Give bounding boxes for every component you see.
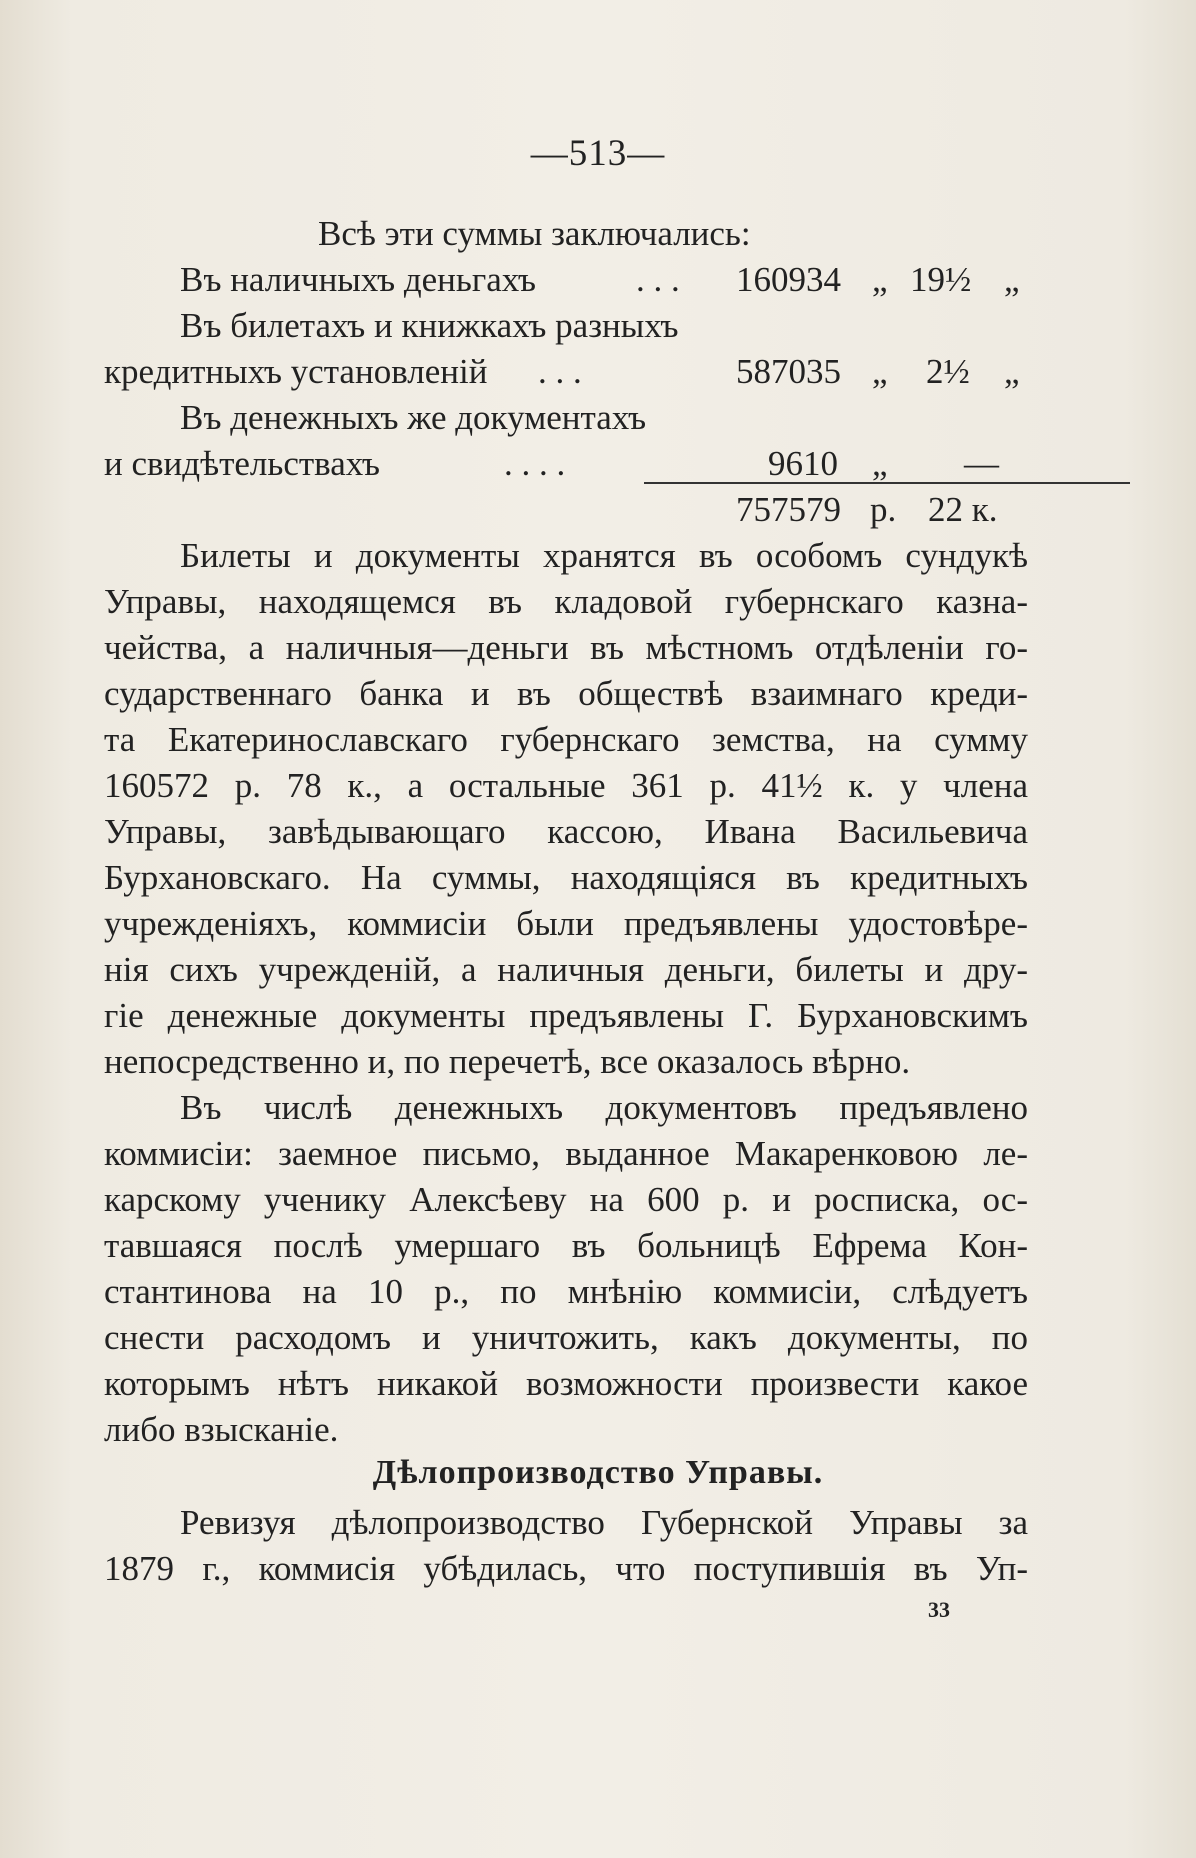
summary-row-unit: „ xyxy=(1004,352,1020,391)
paragraph-line: Управы, находящемся въ кладовой губернскаго казна- xyxy=(104,582,1028,621)
paragraph-line: Билеты и документы хранятся въ особомъ сундукѣ xyxy=(180,536,1028,575)
summary-row-sep: „ xyxy=(872,352,888,391)
paragraph-line: карскому ученику Алексѣеву на 600 р. и росписка, ос- xyxy=(104,1180,1028,1219)
summary-row-kop: — xyxy=(964,444,999,483)
summary-row-sep: „ xyxy=(872,444,888,483)
section-heading: Дѣлопроизводство Управы. xyxy=(372,1454,824,1491)
paragraph-line: та Екатеринославскаго губернскаго земства, на сумму xyxy=(104,720,1028,759)
summary-row-label: и свидѣтельствахъ xyxy=(104,444,381,483)
total-amount: 757579 xyxy=(736,490,841,529)
paragraph-line: стантинова на 10 р., по мнѣнію коммисіи, слѣдуетъ xyxy=(104,1272,1028,1311)
summary-row-dots: . . . xyxy=(538,352,582,391)
summary-row-label: Въ билетахъ и книжкахъ разныхъ xyxy=(180,306,679,345)
summary-row-unit: „ xyxy=(1004,260,1020,299)
total-rub: р. xyxy=(870,490,897,529)
paragraph-line: Бурхановскаго. На суммы, находящіяся въ кредитныхъ xyxy=(104,858,1028,897)
summary-row-label: Въ денежныхъ же документахъ xyxy=(180,398,647,437)
summary-row-label: Въ наличныхъ деньгахъ xyxy=(180,260,537,299)
summary-row-label: кредитныхъ установленій xyxy=(104,352,488,391)
paragraph-line: тавшаяся послѣ умершаго въ больницѣ Ефрема Кон- xyxy=(104,1226,1028,1265)
paragraph-line: 160572 р. 78 к., а остальные 361 р. 41½ к. у члена xyxy=(104,766,1028,805)
summary-row-kop: 19½ xyxy=(910,260,972,299)
paragraph-line: сударственнаго банка и въ обществѣ взаимнаго креди- xyxy=(104,674,1028,713)
summary-intro: Всѣ эти суммы заключались: xyxy=(318,214,751,253)
paragraph-line: Управы, завѣдывающаго кассою, Ивана Васильевича xyxy=(104,812,1028,851)
paragraph-line: 1879 г., коммисія убѣдилась, что поступившія въ Уп- xyxy=(104,1549,1028,1588)
paragraph-line: Ревизуя дѣлопроизводство Губернской Управы за xyxy=(180,1503,1028,1542)
paragraph-line: снести расходомъ и уничтожить, какъ документы, по xyxy=(104,1318,1028,1357)
summary-row-dots: . . . xyxy=(636,260,680,299)
paragraph-line: непосредственно и, по перечетѣ, все оказалось вѣрно. xyxy=(104,1042,911,1081)
page-number: —513— xyxy=(530,133,666,174)
paragraph-line: Въ числѣ денежныхъ документовъ предъявлено xyxy=(180,1088,1028,1127)
paragraph-line: нія сихъ учрежденій, а наличныя деньги, билеты и дру- xyxy=(104,950,1028,989)
paragraph-line: коммисіи: заемное письмо, выданное Макаренковою ле- xyxy=(104,1134,1028,1173)
signature-mark: 33 xyxy=(928,1597,950,1622)
paragraph-line: либо взысканіе. xyxy=(104,1410,339,1449)
paragraph-line: которымъ нѣтъ никакой возможности произвести какое xyxy=(104,1364,1028,1403)
summary-row-amount: 9610 xyxy=(768,444,838,483)
total-kop: 22 к. xyxy=(928,490,998,529)
summary-row-amount: 160934 xyxy=(736,260,841,299)
paragraph-line: учрежденіяхъ, коммисіи были предъявлены удостовѣре- xyxy=(104,904,1028,943)
summary-row-kop: 2½ xyxy=(926,352,970,391)
summary-row-sep: „ xyxy=(872,260,888,299)
paragraph-line: гіе денежные документы предъявлены Г. Бурхановскимъ xyxy=(104,996,1028,1035)
paragraph-line: чейства, а наличныя—деньги въ мѣстномъ отдѣленіи го- xyxy=(104,628,1028,667)
summary-row-amount: 587035 xyxy=(736,352,841,391)
total-rule xyxy=(644,482,1130,484)
summary-row-dots: . . . . xyxy=(504,444,566,483)
